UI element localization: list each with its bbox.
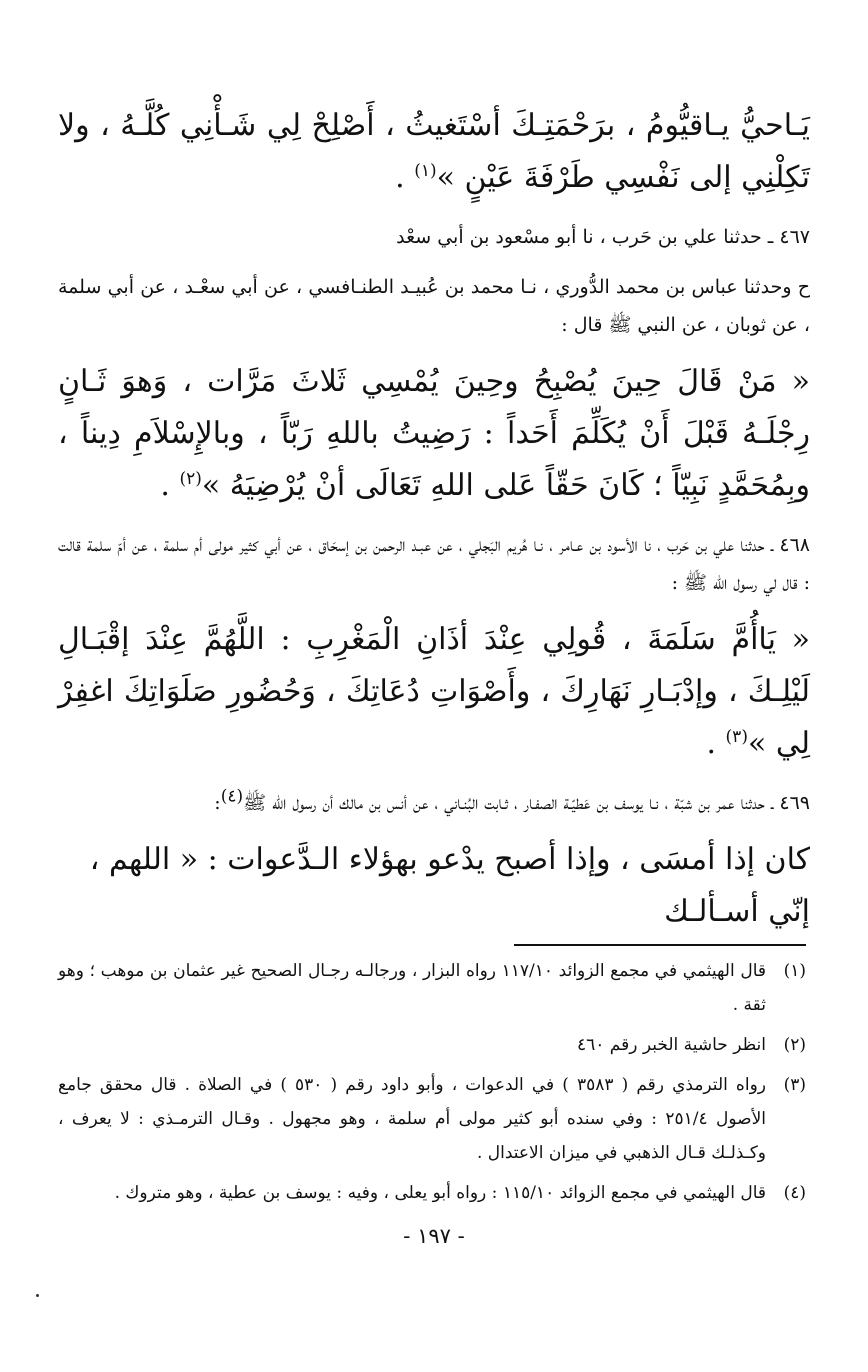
footnote-mark-4[interactable]: (٤) — [220, 786, 244, 807]
footnote-2 — [58, 1028, 806, 1062]
footnotes — [58, 954, 806, 1216]
footnote-text: انظر حاشية الخبر رقم ٤٦٠ — [576, 1035, 766, 1055]
hadith-467: « مَنْ قَالَ حِينَ يُصْبِحُ وحِينَ يُمْسِي ثَلاثَ مَرَّات ، وَهوَ ثَـانٍ رِجْلَـهُ قَبْلَ أَنْ يُكَلِّمَ أَحَداً : رَضِيتُ باللهِ رَبّاً ، وبالإِسْلاَمِ دِيناً ، وبِمُحَمَّدٍ نَبِيّاً ؛ كَانَ حَقّاً عَلى اللهِ تَعَالَى أنْ يُرْضِيَهُ »$^{(٢)}$ . — [58, 364, 810, 503]
isnad-469: ٤٦٩ ـ حدثنا عمر بن شبّة ، نـا يوسف بن عَطيّـة الصفـار ، ثـابت البُنـاني ، عن أنس بن مالك أن رسول الله ﷺ(٤): — [214, 786, 810, 814]
hadith-469-start: كان إذا أمسَى ، وإذا أصبح يدْعو بهؤلاء الـدَّعوات : « اللهم ، إنّي أسـألـك — [89, 842, 810, 929]
footnote-separator — [514, 944, 806, 946]
footnote-mark-3[interactable]: (٣) — [725, 727, 748, 747]
isnad-467-a: ٤٦٧ ـ حدثنا علي بن حَرب ، نا أبو مسْعود بن أبي سعْد — [396, 226, 810, 248]
footnote-number: (١) — [783, 961, 806, 981]
footnote-mark-2[interactable]: (٢) — [179, 469, 202, 489]
footnote-text: قال الهيثمي في مجمع الزوائد ١١٥/١٠ : رواه أبو يعلى ، وفيه : يوسف بن عطية ، وهو متروك . — [114, 1183, 766, 1203]
prayer-continuation: يَـاحيُّ يـاقيُّومُ ، برَحْمَتِـكَ أسْتَغيثُ ، أَصْلِحْ لِي شَـأْنِي كُلَّـهُ ، ولا تَكِلْنِي إلى نَفْسِي طَرْفَةَ عَيْنٍ »$^{(١)}$ . — [58, 108, 810, 195]
isnad-467-b: ح وحدثنا عباس بن محمد الدُّوري ، نـا محمد بن عُبيـد الطنـافسي ، عن أبي سعْـد ، عن أبي سلمة ، عن ثوبان ، عن النبي ﷺ قال : — [58, 276, 810, 336]
footnote-number: (٤) — [783, 1183, 806, 1203]
footnote-3 — [58, 1068, 806, 1170]
footnote-text: رواه الترمذي رقم ( ٣٥٨٣ ) في الدعوات ، وأبو داود رقم ( ٥٣٠ ) في الصلاة . قال محقق جامع الأصول ٢٥١/٤ : وفي سنده أبو كثير مولى أم سلمة ، وهو مجهول . وقـال الترمـذي : لا يعرف ، وكـذلـك قـال الذهبي في ميزان الاعتدال . — [58, 1075, 766, 1163]
hadith-468: « يَاأُمَّ سَلَمَةَ ، قُولِي عِنْدَ أذَانِ الْمَغْرِبِ : اللَّهُمَّ عِنْدَ إقْبَـالِ لَيْلِـكَ ، وإدْبَـارِ نَهَارِكَ ، وأَصْوَاتِ دُعَاتِكَ ، وَحُضُورِ صَلَوَاتِكَ اغفِرْ لِي »$^{(٣)}$ . — [58, 622, 810, 761]
footnote-text: قال الهيثمي في مجمع الزوائد ١١٧/١٠ رواه البزار ، ورجالـه رجـال الصحيح غير عثمان بن موهب ؛ وهو ثقة . — [58, 961, 767, 1015]
footnote-number: (٣) — [783, 1075, 806, 1095]
footnote-number: (٢) — [783, 1035, 806, 1055]
scan-speck — [36, 1294, 39, 1297]
isnad-468: ٤٦٨ ـ حدثنا علي بن حَرب ، نا الأسود بن عـامر ، نـا هُريم البَجلي ، عن عبـد الرحمن بن إسحَاق ، عن أبي كثير مولى أم سلمة ، عن أمّ سلمة قالت : قال لي رسول الله ﷺ : — [58, 534, 810, 594]
footnote-mark-1[interactable]: (١) — [414, 161, 437, 181]
footnote-1 — [58, 954, 806, 1022]
main-text — [58, 100, 810, 938]
footnote-4 — [58, 1176, 806, 1210]
page-number: - ١٩٧ - — [403, 1224, 465, 1248]
